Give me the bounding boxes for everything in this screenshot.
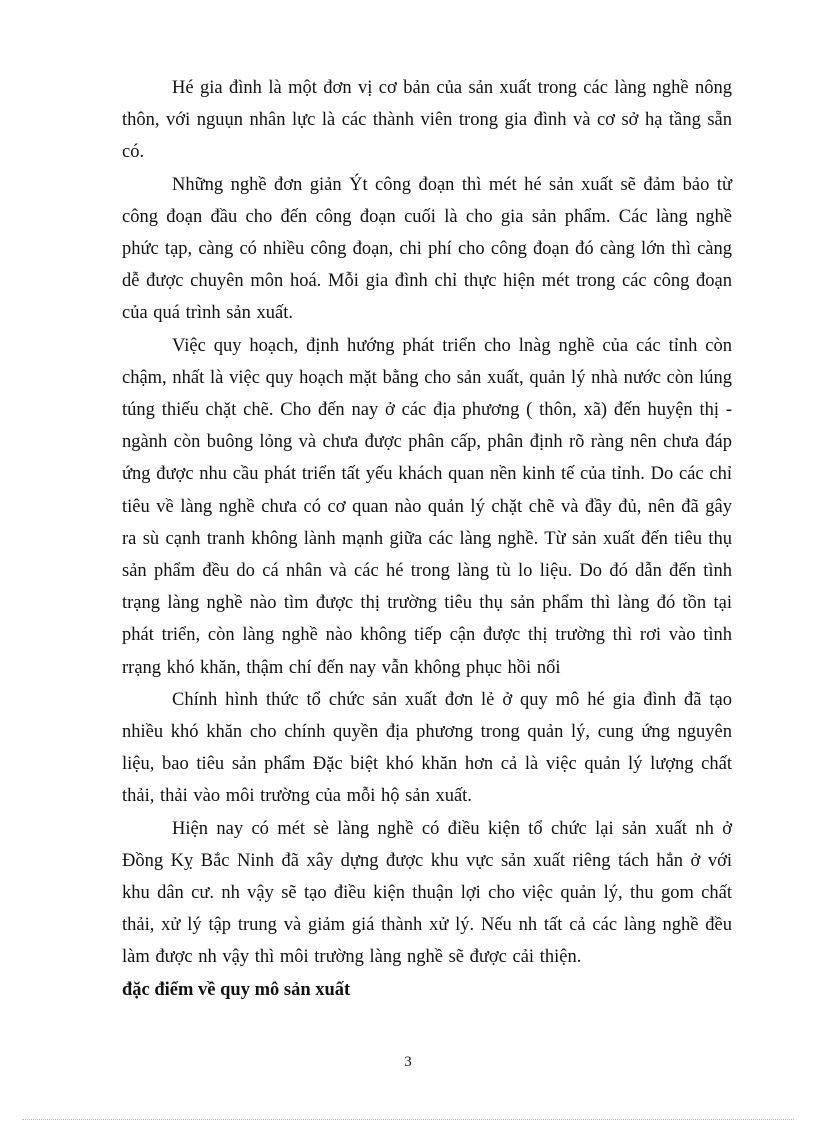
section-heading: đặc điểm về quy mô sản xuất	[122, 979, 351, 1000]
paragraph-3: Việc quy hoạch, định hướng phát triển cho lnàg nghề của các tỉnh còn chậm, nhất là việc quy hoạch mặt bằng cho sản xuất, quản lý nhà nước còn lúng túng thiếu chặt chẽ. Cho đến nay ở các địa phương ( thôn, xã) đến huyện thị - ngành còn buông lỏng và chưa được phân cấp, phân định rõ ràng nên chưa đáp ứng được nhu cầu phát triển tất yếu khách quan nền kinh tế của tỉnh. Do các chỉ tiêu về làng nghề chưa có cơ quan nào quản lý chặt chẽ và đầy đủ, nên đã gây ra sù cạnh tranh không lành mạnh giữa các làng nghề. Từ sản xuất đến tiêu thụ sản phẩm đều do cá nhân và các hé trong làng tù lo liệu. Do đó dẫn đến tình trạng làng nghề nào tìm được thị trường tiêu thụ sản phẩm thì làng đó tồn tại phát triển, còn làng nghề nào không tiếp cận được thị trường thì rơi vào tình rrạng khó khăn, thậm chí đến nay vẫn không phục hồi nổi	[122, 335, 732, 678]
paragraph-2: Những nghề đơn giản Ýt công đoạn thì mét hé sản xuất sẽ đảm bảo từ công đoạn đầu cho đến công đoạn cuối là cho gia sản phẩm. Các làng nghề phức tạp, càng có nhiều công đoạn, chi phí cho công đoạn đó càng lớn thì càng dễ được chuyên môn hoá. Mỗi gia đình chỉ thực hiện mét trong các công đoạn của quá trình sản xuất.	[122, 174, 732, 324]
paragraph-5: Hiện nay có mét sè làng nghề có điều kiện tổ chức lại sản xuất nh ở Đồng Kỵ Bắc Ninh đã xây dựng được khu vực sản xuất riêng tách hẳn ở với khu dân cư. nh vậy sẽ tạo điều kiện thuận lợi cho việc quản lý, thu gom chất thải, xử lý tập trung và giảm giá thành xử lý. Nếu nh tất cả các làng nghề đều làm được nh vậy thì môi trường làng nghề sẽ được cải thiện.	[122, 818, 732, 968]
paragraph-1: Hé gia đình là một đơn vị cơ bản của sản xuất trong các làng nghề nông thôn, với nguụn nhân lực là các thành viên trong gia đình và cơ sở hạ tầng sẵn có.	[122, 78, 732, 163]
page-number: 3	[404, 1054, 412, 1070]
paragraph-4: Chính hình thức tổ chức sản xuất đơn lẻ ở quy mô hé gia đình đã tạo nhiều khó khăn cho chính quyền địa phương trong quản lý, cung ứng nguyên liệu, bao tiêu sản phẩm Đặc biệt khó khăn hơn cả là việc quản lý lượng chất thải, thải vào môi trường của mỗi hộ sản xuất.	[122, 689, 732, 807]
document-body	[122, 72, 732, 1006]
footer-divider	[22, 1119, 794, 1120]
